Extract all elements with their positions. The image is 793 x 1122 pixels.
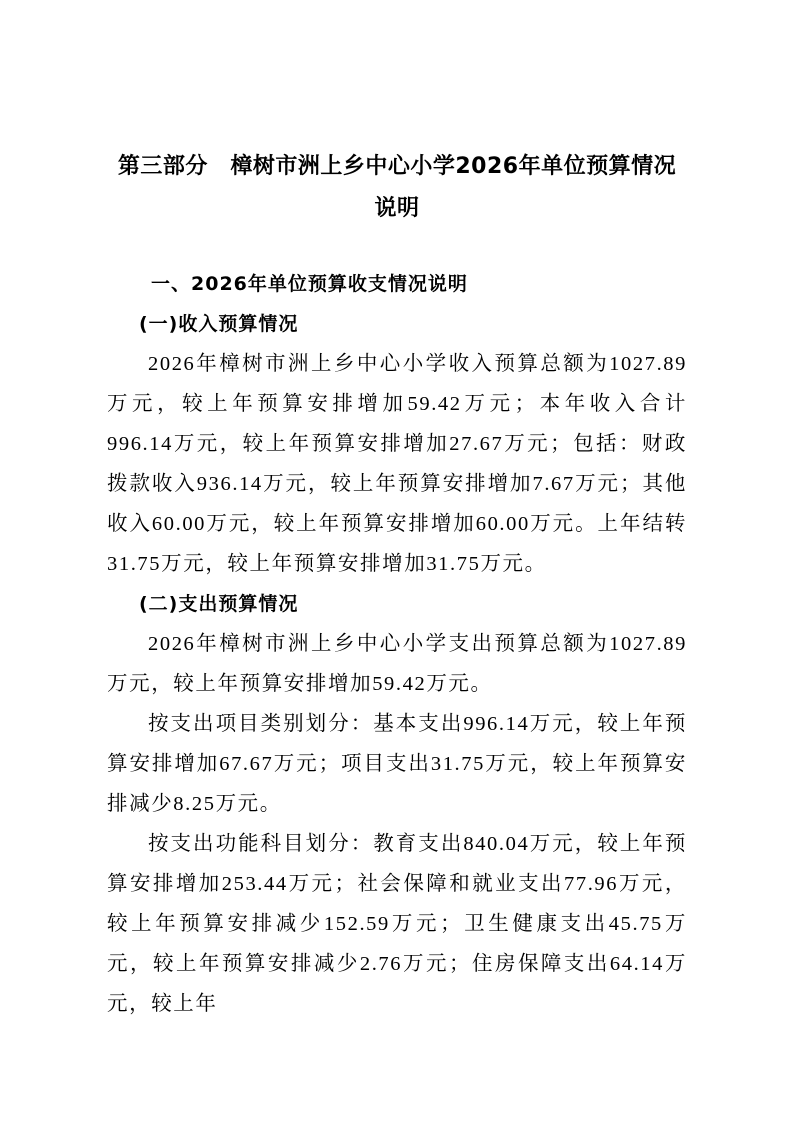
expense-paragraph-total: 2026年樟树市洲上乡中心小学支出预算总额为1027.89万元，较上年预算安排增加59.42万元。 [107,633,687,695]
expense-paragraph-category: 按支出项目类别划分：基本支出996.14万元，较上年预算安排增加67.67万元；项目支出31.75万元，较上年预算安排减少8.25万元。 [107,713,687,815]
expense-paragraph-function: 按支出功能科目划分：教育支出840.04万元，较上年预算安排增加253.44万元；社会保障和就业支出77.96万元，较上年预算安排减少152.59万元；卫生健康支出45.75万元，较上年预算安排减少2.76万元；住房保障支出64.14万元，较上年 [107,833,687,1015]
document-body [107,264,687,1024]
subsection-heading-income: (一)收入预算情况 [139,313,299,335]
section-heading: 一、2026年单位预算收支情况说明 [151,273,468,295]
income-paragraph: 2026年樟树市洲上乡中心小学收入预算总额为1027.89万元，较上年预算安排增加59.42万元；本年收入合计996.14万元，较上年预算安排增加27.67万元；包括：财政拨款收入936.14万元，较上年预算安排增加7.67万元；其他收入60.00万元，较上年预算安排增加60.00万元。上年结转31.75万元，较上年预算安排增加31.75万元。 [107,353,687,575]
subsection-heading-expense: (二)支出预算情况 [139,593,299,615]
page-title: 第三部分 樟树市洲上乡中心小学2026年单位预算情况说明 [117,154,677,221]
